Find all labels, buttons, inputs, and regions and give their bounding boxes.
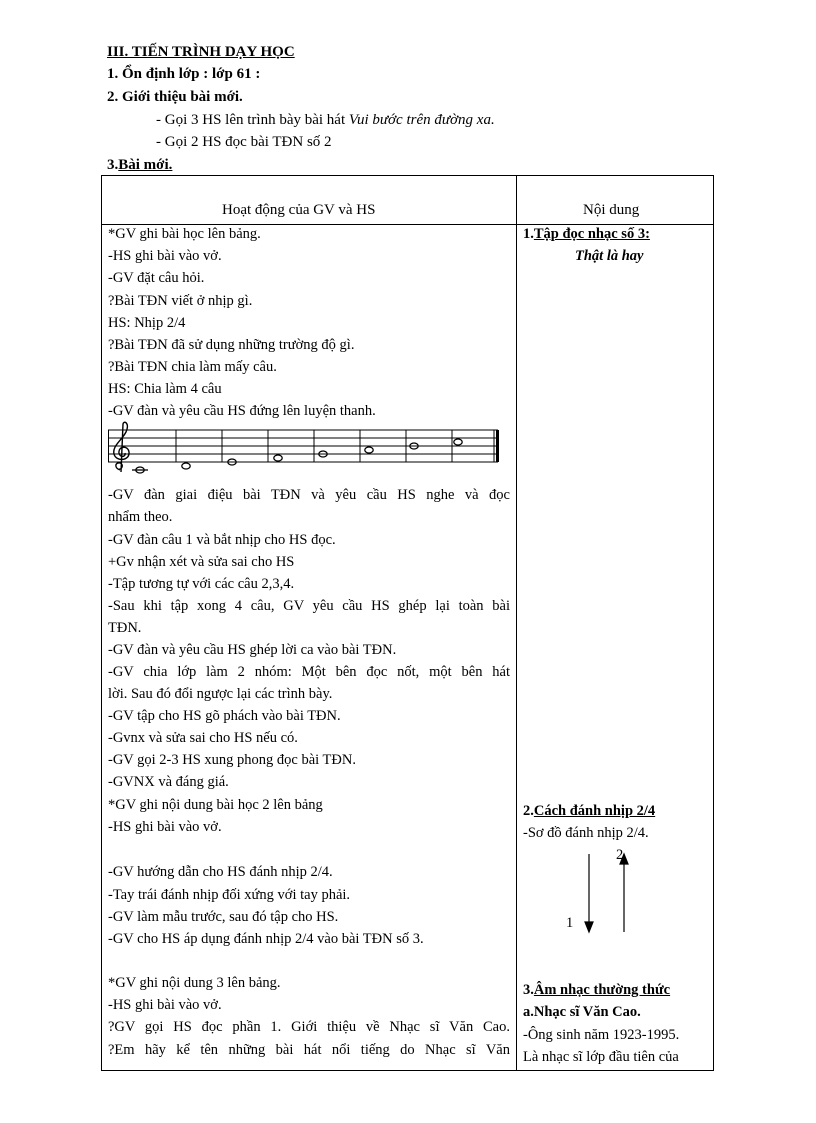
end-bar-thick bbox=[496, 430, 499, 462]
section-3-line-1: -Ông sinh năm 1923-1995. bbox=[523, 1027, 680, 1043]
intro-line-1 bbox=[156, 112, 495, 129]
activity-line: -GV đặt câu hỏi. bbox=[108, 270, 205, 286]
beat-1-label: 1 bbox=[566, 915, 574, 931]
note-fa bbox=[274, 455, 282, 461]
activity-line: ?Bài TĐN đã sử dụng những trường độ gì. bbox=[108, 337, 355, 353]
activity-line: HS: Nhịp 2/4 bbox=[108, 315, 186, 331]
section-1-song: Thật là hay bbox=[575, 248, 644, 264]
activity-line: HS: Chia làm 4 câu bbox=[108, 381, 222, 397]
activity-line: -HS ghi bài vào vở. bbox=[108, 997, 222, 1013]
activity-line: ?Em hãy kể tên những bài hát nổi tiếng do Nhạc sĩ Văn bbox=[108, 1042, 510, 1058]
note-re bbox=[182, 463, 190, 469]
item-bai-moi bbox=[107, 157, 172, 174]
activity-line: -GV cho HS áp dụng đánh nhịp 2/4 vào bài TĐN số 3. bbox=[108, 931, 424, 947]
item-bai-moi-num: 3. bbox=[107, 157, 119, 173]
section-2-heading bbox=[523, 803, 655, 820]
activity-line: ?GV gọi HS đọc phần 1. Giới thiệu về Nhạc sĩ Văn Cao. bbox=[108, 1019, 510, 1035]
activity-line: -GV chia lớp làm 2 nhóm: Một bên đọc nốt, một bên hát bbox=[108, 664, 510, 680]
item-bai-moi-text: Bài mới. bbox=[118, 157, 173, 173]
item-on-dinh-lop: 1. Ổn định lớp : lớp 61 : bbox=[107, 66, 261, 82]
intro-song-title: Vui bước trên đường xa. bbox=[348, 112, 495, 128]
beat-2-label: 2 bbox=[616, 847, 624, 863]
intro-line-1-prefix: - Gọi 3 HS lên trình bày bài hát bbox=[156, 112, 349, 128]
activity-line: lời. Sau đó đổi ngược lại các trình bày. bbox=[108, 686, 333, 702]
activity-line: nhẩm theo. bbox=[108, 509, 173, 525]
section-3-subheading: a.Nhạc sĩ Văn Cao. bbox=[523, 1004, 641, 1020]
activity-line: -GV gọi 2-3 HS xung phong đọc bài TĐN. bbox=[108, 752, 356, 768]
table-column-divider bbox=[516, 175, 517, 1071]
activity-line: -GVNX và đáng giá. bbox=[108, 774, 229, 790]
activity-line: -GV đàn giai điệu bài TĐN và yêu cầu HS nghe và đọc bbox=[108, 487, 510, 503]
section-3-num: 3. bbox=[523, 982, 534, 998]
section-2-desc: -Sơ đồ đánh nhịp 2/4. bbox=[523, 825, 649, 841]
activity-line: *GV ghi bài học lên bảng. bbox=[108, 226, 261, 242]
activity-line: -Tay trái đánh nhịp đối xứng với tay phải. bbox=[108, 887, 351, 903]
activity-line: -HS ghi bài vào vở. bbox=[108, 819, 222, 835]
note-do-high bbox=[454, 439, 462, 445]
section-1-title: Tập đọc nhạc số 3: bbox=[533, 226, 650, 242]
note-la bbox=[365, 447, 373, 453]
section-heading: III. TIẾN TRÌNH DẠY HỌC bbox=[107, 44, 295, 60]
activity-line: -GV tập cho HS gõ phách vào bài TĐN. bbox=[108, 708, 341, 724]
section-3-line-2: Là nhạc sĩ lớp đầu tiên của bbox=[523, 1049, 679, 1065]
section-1-num: 1. bbox=[523, 226, 534, 242]
arrow-down-icon bbox=[585, 922, 593, 932]
activity-line: -GV làm mẫu trước, sau đó tập cho HS. bbox=[108, 909, 339, 925]
intro-line-2: - Gọi 2 HS đọc bài TĐN số 2 bbox=[156, 134, 332, 150]
activity-line: -Gvnx và sửa sai cho HS nếu có. bbox=[108, 730, 298, 746]
header-activity: Hoạt động của GV và HS bbox=[222, 202, 376, 218]
activity-line: +Gv nhận xét và sửa sai cho HS bbox=[108, 554, 295, 570]
section-2-num: 2. bbox=[523, 803, 534, 819]
activity-line: ?Bài TĐN viết ở nhịp gì. bbox=[108, 293, 253, 309]
section-2-title: Cách đánh nhịp 2/4 bbox=[533, 803, 656, 819]
activity-line: ?Bài TĐN chia làm mấy câu. bbox=[108, 359, 277, 375]
activity-line: *GV ghi nội dung 3 lên bảng. bbox=[108, 975, 281, 991]
activity-line: -HS ghi bài vào vở. bbox=[108, 248, 222, 264]
activity-line: *GV ghi nội dung bài học 2 lên bảng bbox=[108, 797, 323, 813]
activity-line: -Tập tương tự với các câu 2,3,4. bbox=[108, 576, 295, 592]
section-3-title: Âm nhạc thường thức bbox=[533, 982, 671, 998]
activity-line: -GV đàn và yêu cầu HS đứng lên luyện thanh. bbox=[108, 403, 376, 419]
activity-line: -GV hướng dẫn cho HS đánh nhịp 2/4. bbox=[108, 864, 333, 880]
section-3-heading bbox=[523, 982, 670, 999]
item-gioi-thieu: 2. Giới thiệu bài mới. bbox=[107, 89, 243, 105]
activity-line: -GV đàn và yêu cầu HS ghép lời ca vào bài TĐN. bbox=[108, 642, 397, 658]
activity-line: TĐN. bbox=[108, 620, 142, 636]
beat-diagram bbox=[580, 848, 640, 938]
music-staff-scale bbox=[108, 422, 500, 478]
section-1-heading bbox=[523, 226, 650, 243]
table-header-divider bbox=[101, 224, 714, 225]
header-content: Nội dung bbox=[583, 202, 640, 218]
activity-line: -GV đàn câu 1 và bắt nhịp cho HS đọc. bbox=[108, 532, 336, 548]
activity-line: -Sau khi tập xong 4 câu, GV yêu cầu HS ghép lại toàn bài bbox=[108, 598, 510, 614]
